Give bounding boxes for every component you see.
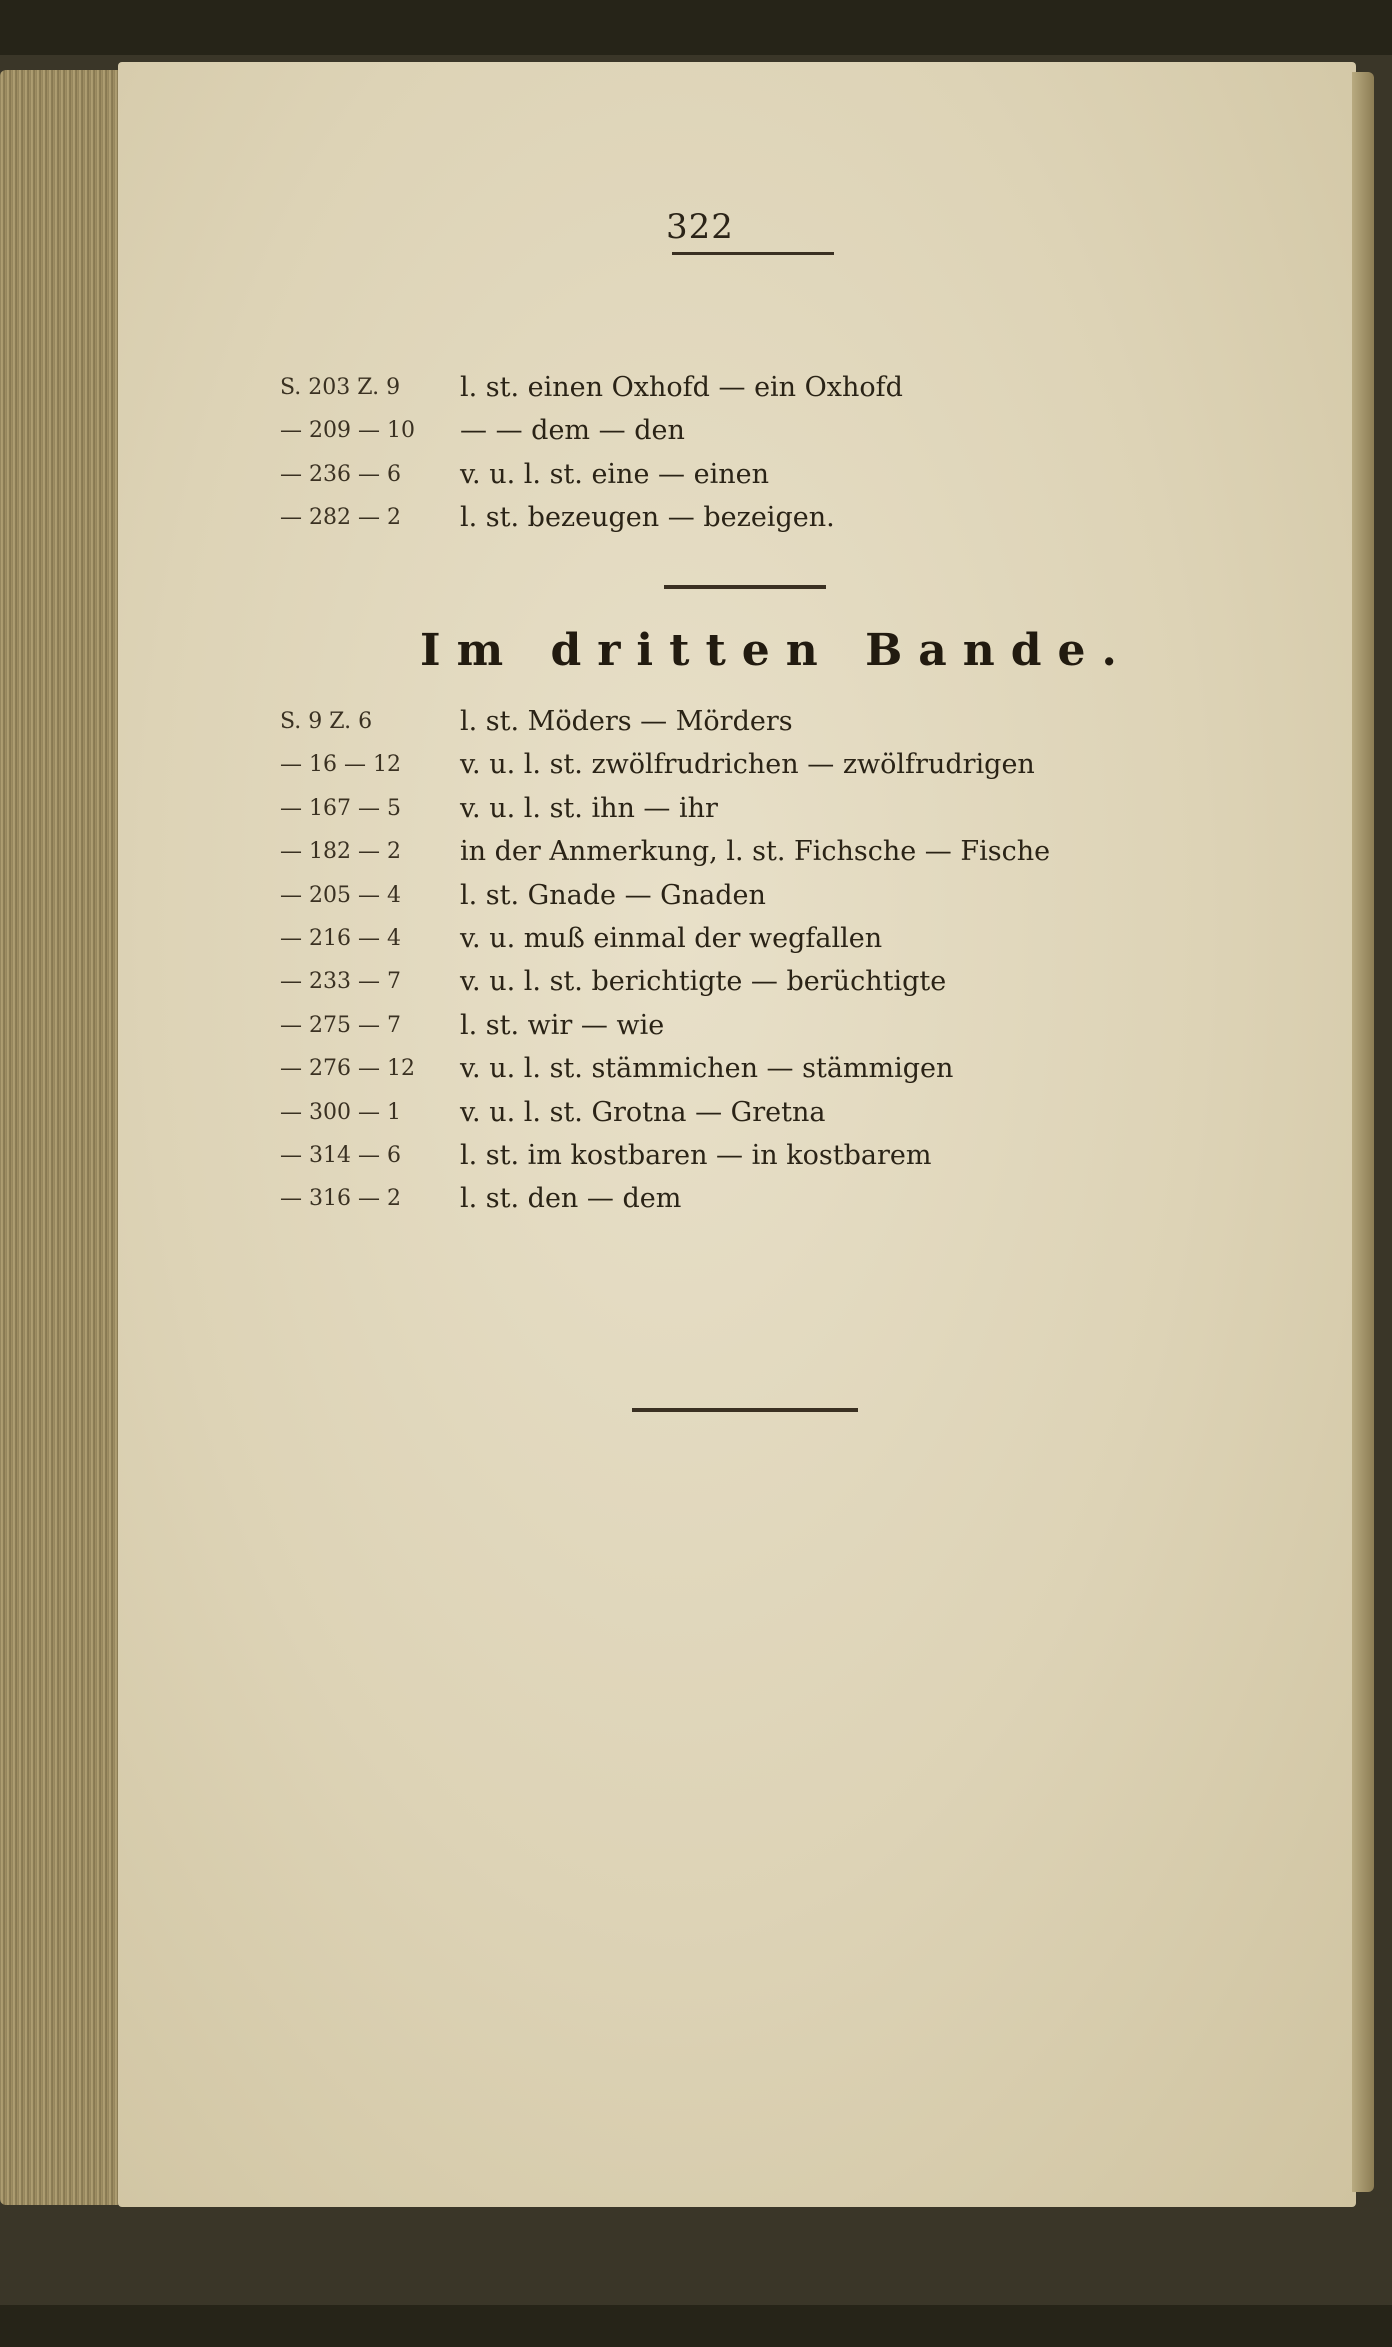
- errata-location: — 16 — 12: [280, 752, 401, 778]
- errata-location: — 205 — 4: [280, 882, 401, 908]
- errata-correction: l. st. wir — wie: [460, 1009, 665, 1041]
- errata-correction: v. u. l. st. berichtigte — berüchtigte: [460, 966, 947, 998]
- errata-row: [280, 1177, 1100, 1220]
- errata-row: [280, 700, 1100, 743]
- errata-row: [280, 1047, 1100, 1090]
- errata-correction: l. st. im kostbaren — in kostbarem: [460, 1139, 932, 1171]
- errata-row: [280, 917, 1100, 960]
- errata-location: — 209 — 10: [280, 418, 415, 444]
- errata-row: [280, 874, 1100, 917]
- header-rule: [672, 252, 834, 255]
- errata-correction: l. st. bezeugen — bezeigen.: [460, 502, 835, 534]
- errata-location: — 300 — 1: [280, 1099, 401, 1125]
- errata-row: [280, 787, 1100, 830]
- errata-location: — 236 — 6: [280, 461, 401, 487]
- errata-correction: l. st. Möders — Mörders: [460, 706, 793, 737]
- errata-correction: v. u. l. st. stämmichen — stämmigen: [460, 1053, 954, 1085]
- errata-correction: v. u. l. st. ihn — ihr: [460, 792, 718, 824]
- errata-row: [280, 1004, 1100, 1047]
- errata-correction: l. st. Gnade — Gnaden: [460, 879, 766, 911]
- errata-row: [280, 1091, 1100, 1134]
- errata-location: — 282 — 2: [280, 505, 401, 531]
- section-divider: [664, 585, 826, 589]
- errata-location: — 316 — 2: [280, 1186, 401, 1212]
- errata-location: S. 9 Z. 6: [280, 709, 373, 734]
- errata-location: — 233 — 7: [280, 969, 401, 995]
- errata-correction: v. u. l. st. zwölfrudrichen — zwölfrudrigen: [460, 749, 1035, 781]
- errata-correction: v. u. l. st. eine — einen: [460, 458, 769, 490]
- errata-correction: v. u. l. st. Grotna — Gretna: [460, 1096, 826, 1128]
- section-heading: Im dritten Bande.: [420, 625, 1133, 676]
- errata-location: — 182 — 2: [280, 839, 401, 865]
- errata-row: [280, 496, 1100, 539]
- errata-row: [280, 743, 1100, 786]
- errata-correction: l. st. einen Oxhofd — ein Oxhofd: [460, 372, 903, 403]
- errata-correction: in der Anmerkung, l. st. Fichsche — Fische: [460, 836, 1051, 868]
- page-right-edge: [1352, 72, 1374, 2192]
- errata-row: [280, 1134, 1100, 1177]
- errata-location: — 314 — 6: [280, 1142, 401, 1168]
- errata-list-volume-three: [280, 700, 1100, 1221]
- errata-location: — 276 — 12: [280, 1056, 415, 1082]
- errata-row: [280, 366, 1100, 409]
- errata-row: [280, 453, 1100, 496]
- errata-row: [280, 960, 1100, 1003]
- errata-location: — 216 — 4: [280, 925, 401, 951]
- errata-correction: — — dem — den: [460, 415, 685, 447]
- errata-location: — 275 — 7: [280, 1012, 401, 1038]
- errata-location: S. 203 Z. 9: [280, 375, 401, 400]
- errata-correction: v. u. muß einmal der wegfallen: [460, 922, 883, 954]
- end-rule: [632, 1408, 858, 1412]
- errata-correction: l. st. den — dem: [460, 1183, 682, 1215]
- errata-row: [280, 409, 1100, 452]
- errata-location: — 167 — 5: [280, 795, 401, 821]
- page-number: 322: [666, 207, 734, 247]
- errata-row: [280, 830, 1100, 873]
- errata-list-volume-two: [280, 366, 1100, 540]
